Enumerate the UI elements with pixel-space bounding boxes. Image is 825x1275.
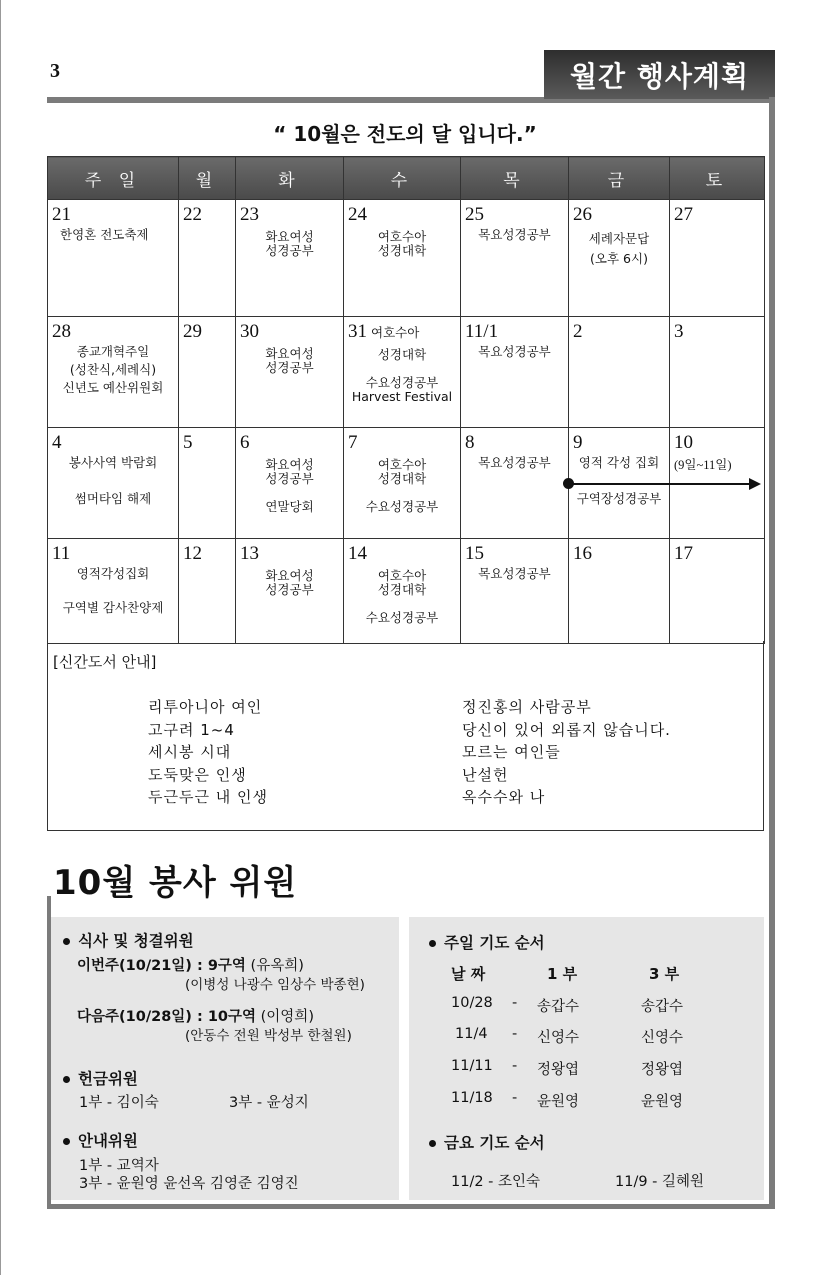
calendar-day <box>179 539 236 644</box>
calendar-day <box>670 317 765 428</box>
day-number <box>674 432 760 454</box>
event-text: 성경공부 <box>265 471 314 486</box>
event-text: 목요성경공부 <box>478 566 551 581</box>
day-number: 24 <box>348 204 367 225</box>
day-number: 28 <box>52 321 71 342</box>
page-number: 3 <box>50 60 60 82</box>
day-number: 21 <box>52 204 71 225</box>
this-week-members: (이병성 나광수 임상수 박종현) <box>185 977 365 993</box>
calendar-day <box>48 428 179 539</box>
calendar-day <box>344 539 461 644</box>
event-text: 여호수아 <box>377 229 427 244</box>
day-number: 23 <box>240 204 259 225</box>
calendar-day <box>344 200 461 317</box>
calendar-day <box>48 539 179 644</box>
offering-title: 헌금위원 <box>78 1070 138 1088</box>
prayer-dash: - <box>512 1090 518 1106</box>
weekday-wed: 수 <box>344 157 461 200</box>
weekday-sat: 토 <box>670 157 765 200</box>
new-books-left-column <box>148 696 268 809</box>
book-title: 리투아니아 여인 <box>148 698 263 716</box>
prayer-header-first: 1 부 <box>547 965 578 983</box>
event-text: 세례자문답 <box>588 231 650 246</box>
prayer-third: 송갑수 <box>641 999 684 1015</box>
day-number: 11/1 <box>465 321 499 342</box>
event-text: 목요성경공부 <box>478 227 551 242</box>
event-text: (9일~11일) <box>674 458 732 472</box>
event-text: 화요여성 <box>265 346 314 361</box>
book-title: 도둑맞은 인생 <box>148 765 247 784</box>
new-books-title: [신간도서 안내] <box>53 653 157 671</box>
day-number: 5 <box>183 432 193 453</box>
book-title: 난설헌 <box>462 765 509 784</box>
arrow-head-icon <box>749 478 761 490</box>
calendar-day <box>569 539 670 644</box>
volunteers-right-panel <box>409 917 764 1200</box>
calendar-day <box>461 317 569 428</box>
prayer-dash: - <box>512 1058 518 1074</box>
day-number: 17 <box>674 543 693 564</box>
this-week-leader: (유옥희) <box>245 958 304 974</box>
day-number: 7 <box>348 432 358 453</box>
next-week-label: 다음주(10/28일) : 10구역 <box>77 1009 257 1025</box>
day-number: 4 <box>52 432 62 453</box>
weekday-header-row <box>48 157 765 200</box>
calendar-day <box>670 200 765 317</box>
day-number: 13 <box>240 543 259 564</box>
monthly-calendar <box>47 156 765 644</box>
prayer-header-date: 날 짜 <box>451 965 486 983</box>
day-number: 26 <box>573 204 592 225</box>
day-number-value: 10 <box>674 432 693 453</box>
event-text: 영적각성집회 <box>76 566 150 581</box>
event-text: 수요성경공부 <box>365 375 439 390</box>
this-week-line <box>77 954 304 975</box>
day-number-value: 31 <box>348 321 367 342</box>
usher-title: 안내위원 <box>78 1132 138 1150</box>
book-title: 두근두근 내 인생 <box>148 788 268 806</box>
friday-prayer-label: 금요 기도 순서 <box>444 1134 545 1152</box>
weekday-thu: 목 <box>461 157 569 200</box>
day-number <box>348 321 456 344</box>
new-books-box <box>47 641 764 831</box>
offering-third: 3부 - 윤성지 <box>229 1095 309 1111</box>
event-text: (성찬식,세례식) <box>69 362 157 377</box>
prayer-dash: - <box>512 995 518 1011</box>
calendar-day <box>461 200 569 317</box>
event-text: 구역장성경공부 <box>576 491 662 506</box>
book-title: 당신이 있어 외롭지 않습니다. <box>462 720 671 739</box>
volunteers-left-panel <box>51 917 399 1200</box>
prayer-first: 송갑수 <box>537 999 580 1015</box>
day-number: 8 <box>465 432 475 453</box>
day-number: 11 <box>52 543 71 564</box>
next-week-members: (안동수 전원 박성부 한철원) <box>185 1028 352 1044</box>
day-number: 12 <box>183 543 202 564</box>
calendar-day <box>179 428 236 539</box>
usher-section-title <box>63 1129 138 1151</box>
event-text: 성경공부 <box>265 243 314 258</box>
usher-first: 1부 - 교역자 <box>79 1158 159 1174</box>
calendar-day <box>179 200 236 317</box>
event-text: 영적 각성 집회 <box>578 455 660 470</box>
calendar-day <box>461 428 569 539</box>
calendar-day <box>344 428 461 539</box>
meal-section-title <box>63 929 194 951</box>
day-number: 3 <box>674 321 684 342</box>
new-books-right-column <box>462 696 671 809</box>
prayer-third: 윤원영 <box>641 1094 684 1110</box>
calendar-day <box>236 317 344 428</box>
event-text: 화요여성 <box>265 568 314 583</box>
weekday-mon: 월 <box>179 157 236 200</box>
calendar-week <box>48 200 765 317</box>
day-number: 30 <box>240 321 259 342</box>
weekday-fri: 금 <box>569 157 670 200</box>
event-text: 성경대학 <box>377 347 427 362</box>
event-text: 화요여성 <box>265 457 314 472</box>
bullet-icon <box>429 940 436 947</box>
event-text: 성경공부 <box>265 360 314 375</box>
day-number: 25 <box>465 204 484 225</box>
event-text: 목요성경공부 <box>478 455 551 470</box>
prayer-dash: - <box>512 1026 518 1042</box>
revival-duration-arrow <box>568 483 752 485</box>
event-text: 성경공부 <box>265 582 314 597</box>
prayer-date: 11/4 <box>455 1026 488 1042</box>
event-text: 썸머타임 해제 <box>74 491 152 506</box>
next-week-line <box>77 1005 314 1026</box>
event-text: 한영혼 전도축제 <box>60 227 149 242</box>
prayer-first: 신영수 <box>537 1030 580 1046</box>
event-text: 구역별 감사찬양제 <box>62 600 164 615</box>
calendar-day <box>236 539 344 644</box>
friday-prayer-title <box>429 1131 545 1153</box>
right-border <box>769 97 775 1209</box>
prayer-third: 신영수 <box>641 1030 684 1046</box>
calendar-week <box>48 539 765 644</box>
event-text: 성경대학 <box>377 582 427 597</box>
day-number: 2 <box>573 321 583 342</box>
event-text: 봉사사역 박람회 <box>68 455 158 470</box>
event-text: 성경대학 <box>377 471 427 486</box>
friday-prayer-first: 11/2 - 조인숙 <box>451 1174 541 1190</box>
day-number: 9 <box>573 432 583 453</box>
book-title: 옥수수와 나 <box>462 788 546 806</box>
calendar-day <box>236 200 344 317</box>
day-number: 22 <box>183 204 202 225</box>
book-title: 모르는 여인들 <box>462 743 561 761</box>
bullet-icon <box>63 1076 70 1083</box>
calendar-day <box>236 428 344 539</box>
prayer-date: 11/11 <box>451 1058 493 1074</box>
event-text: 여호수아 <box>377 457 427 472</box>
sunday-prayer-label: 주일 기도 순서 <box>444 934 545 952</box>
event-text: 수요성경공부 <box>365 499 439 514</box>
book-title: 고구려 1~4 <box>148 720 235 739</box>
day-number: 29 <box>183 321 202 342</box>
calendar-week <box>48 317 765 428</box>
weekday-sun: 주 일 <box>48 157 179 200</box>
event-text: 목요성경공부 <box>478 344 551 359</box>
month-slogan: “ 10월은 전도의 달 입니다.” <box>273 122 537 146</box>
book-title: 정진홍의 사람공부 <box>462 698 592 716</box>
prayer-first: 정왕엽 <box>537 1062 580 1078</box>
day-number: 15 <box>465 543 484 564</box>
prayer-date: 10/28 <box>451 995 493 1011</box>
friday-prayer-second: 11/9 - 길혜원 <box>615 1174 705 1190</box>
calendar-day <box>569 200 670 317</box>
volunteers-heading: 10월 봉사 위원 <box>53 863 298 903</box>
event-text: 종교개혁주일 <box>76 344 150 359</box>
day-number: 27 <box>674 204 693 225</box>
calendar-day <box>670 539 765 644</box>
calendar-day <box>344 317 461 428</box>
offering-first: 1부 - 김이숙 <box>79 1095 159 1111</box>
page-edge <box>0 0 1 1275</box>
calendar-day <box>179 317 236 428</box>
usher-third: 3부 - 윤원영 윤선옥 김영준 김영진 <box>79 1176 299 1192</box>
bullet-icon <box>63 938 70 945</box>
event-text: 수요성경공부 <box>365 610 439 625</box>
calendar-day <box>569 317 670 428</box>
event-text: 성경대학 <box>377 243 427 258</box>
bullet-icon <box>63 1138 70 1145</box>
bullet-icon <box>429 1140 436 1147</box>
event-text: 연말당회 <box>265 499 314 514</box>
book-title: 세시봉 시대 <box>148 743 232 761</box>
meal-title: 식사 및 청결위원 <box>78 932 194 950</box>
this-week-label: 이번주(10/21일) : 9구역 <box>77 958 246 974</box>
day-number: 16 <box>573 543 592 564</box>
prayer-third: 정왕엽 <box>641 1062 684 1078</box>
offering-section-title <box>63 1067 138 1089</box>
day-number: 6 <box>240 432 250 453</box>
day-number: 14 <box>348 543 367 564</box>
calendar-day <box>48 200 179 317</box>
event-text: 신년도 예산위원회 <box>62 380 164 395</box>
event-text: 여호수아 <box>371 326 420 340</box>
prayer-date: 11/18 <box>451 1090 493 1106</box>
calendar-day <box>461 539 569 644</box>
sunday-prayer-title <box>429 931 545 953</box>
prayer-first: 윤원영 <box>537 1094 580 1110</box>
prayer-header-third: 3 부 <box>649 965 680 983</box>
event-text: (오후 6시) <box>590 251 648 266</box>
weekday-tue: 화 <box>236 157 344 200</box>
next-week-leader: (이영희) <box>256 1009 314 1025</box>
bottom-border <box>47 1204 775 1209</box>
event-text: 화요여성 <box>265 229 314 244</box>
calendar-day <box>48 317 179 428</box>
header-title: 월간 행사계획 <box>544 50 775 99</box>
event-text: Harvest Festival <box>351 389 453 404</box>
event-text: 여호수아 <box>377 568 427 583</box>
arrow-start-dot <box>563 478 574 489</box>
